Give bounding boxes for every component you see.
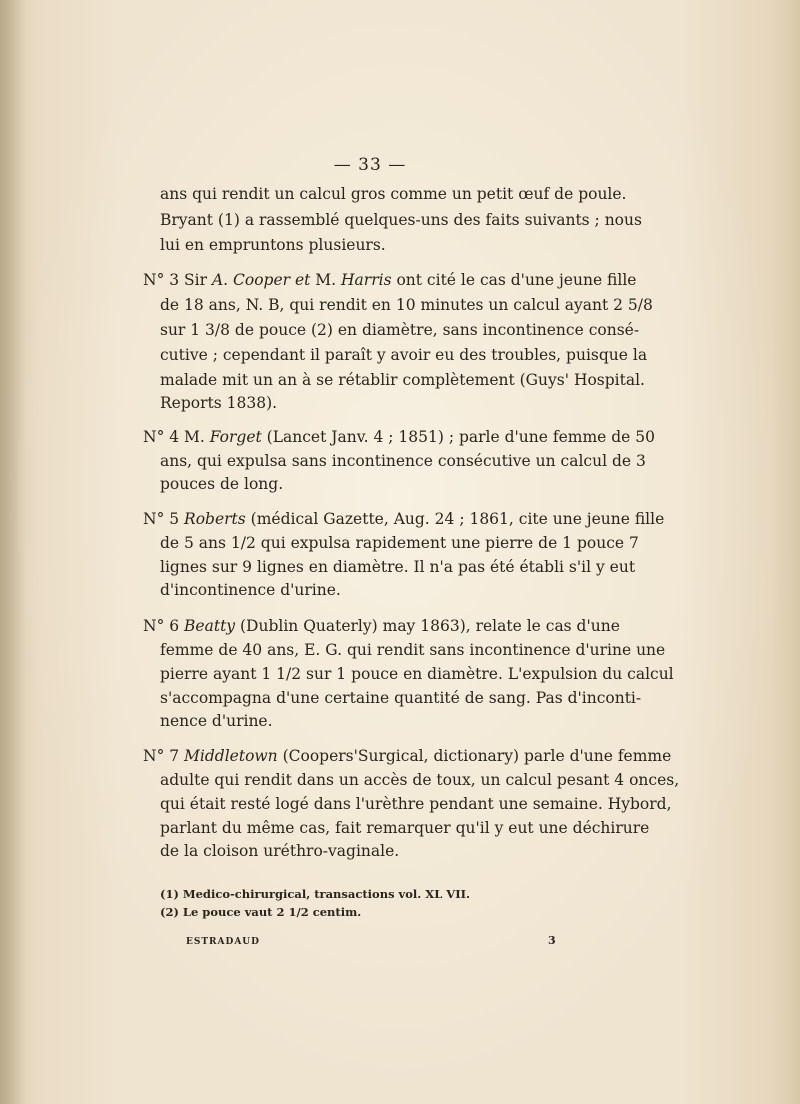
author-name: Beatty — [184, 617, 236, 635]
case-7-heading — [143, 746, 671, 766]
sheet-mark: 3 — [548, 934, 556, 947]
text-line: ans, qui expulsa sans incontinence consécutive un calcul de 3 — [160, 452, 646, 470]
case-number: N° 4 M. — [143, 428, 210, 446]
text-line: parlant du même cas, fait remarquer qu'il y eut une déchirure — [160, 819, 650, 837]
text-line: adulte qui rendit dans un accès de toux, un calcul pesant 4 onces, — [160, 771, 680, 789]
case-text: (Dublin Quaterly) may 1863), relate le cas d'une — [235, 617, 620, 635]
case-text: (Lancet Janv. 4 ; 1851) ; parle d'une femme de 50 — [261, 428, 655, 446]
case-number: N° 7 — [143, 747, 185, 765]
text-line: ans qui rendit un calcul gros comme un petit œuf de poule. — [160, 185, 627, 203]
case-number: N° 3 Sir — [143, 271, 212, 289]
text-line: de 18 ans, N. B, qui rendit en 10 minutes un calcul ayant 2 5/8 — [160, 296, 653, 314]
case-3-heading — [143, 270, 636, 290]
footnote-2: (2) Le pouce vaut 2 1/2 centim. — [160, 905, 362, 919]
text-line: nence d'urine. — [160, 712, 273, 730]
text-line: cutive ; cependant il paraît y avoir eu des troubles, puisque la — [160, 346, 648, 364]
text-line: malade mit un an à se rétablir complètement (Guys' Hospital. — [160, 371, 645, 389]
text-line: pierre ayant 1 1/2 sur 1 pouce en diamètre. L'expulsion du calcul — [160, 665, 674, 683]
case-text: (médical Gazette, Aug. 24 ; 1861, cite une jeune fille — [245, 510, 665, 528]
text-line: sur 1 3/8 de pouce (2) en diamètre, sans incontinence consé- — [160, 321, 640, 339]
author-prefix: M. — [310, 271, 342, 289]
text-line: lignes sur 9 lignes en diamètre. Il n'a pas été établi s'il y eut — [160, 558, 636, 576]
text-line: qui était resté logé dans l'urèthre pendant une semaine. Hybord, — [160, 795, 672, 813]
text-line: Bryant (1) a rassemblé quelques-uns des faits suivants ; nous — [160, 211, 642, 229]
text-line: d'incontinence d'urine. — [160, 581, 341, 599]
case-number: N° 5 — [143, 510, 185, 528]
text-line: de 5 ans 1/2 qui expulsa rapidement une pierre de 1 pouce 7 — [160, 534, 639, 552]
case-text: ont cité le cas d'une jeune fille — [391, 271, 637, 289]
case-5-heading — [143, 509, 664, 529]
author-name: Middletown — [184, 747, 278, 765]
author-initial: A. — [211, 271, 229, 289]
case-6-heading — [143, 616, 620, 636]
case-text: (Coopers'Surgical, dictionary) parle d'une femme — [277, 747, 672, 765]
signature-mark: ESTRADAUD — [186, 937, 260, 947]
case-number: N° 6 — [143, 617, 185, 635]
text-line: s'accompagna d'une certaine quantité de sang. Pas d'inconti- — [160, 689, 642, 707]
case-4-heading — [143, 427, 655, 447]
author-name: Forget — [209, 428, 262, 446]
text-line: de la cloison uréthro-vaginale. — [160, 842, 400, 860]
text-line: pouces de long. — [160, 475, 284, 493]
footnote-1: (1) Medico-chirurgical, transactions vol. XL VII. — [160, 887, 470, 901]
text-line: lui en empruntons plusieurs. — [160, 236, 386, 254]
text-line: femme de 40 ans, E. G. qui rendit sans incontinence d'urine une — [160, 641, 666, 659]
author-name: Harris — [341, 271, 392, 289]
text-line: Reports 1838). — [160, 394, 278, 412]
author-name: Cooper et — [233, 271, 311, 289]
author-name: Roberts — [184, 510, 246, 528]
page-number: — 33 — — [333, 155, 407, 175]
